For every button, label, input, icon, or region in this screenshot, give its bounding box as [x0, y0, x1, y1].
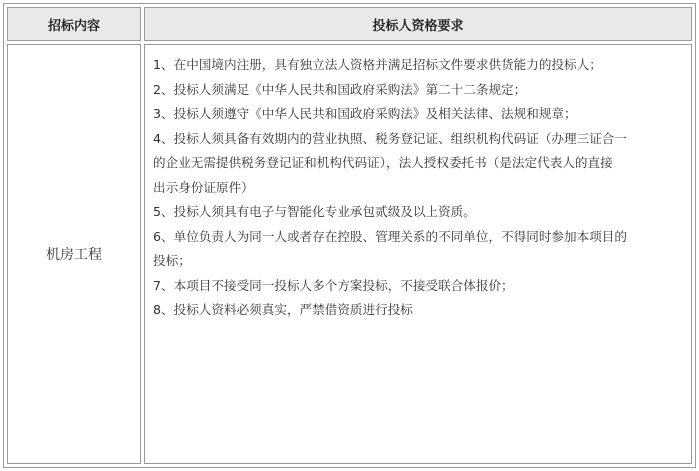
header-bid-content: 招标内容 [7, 7, 141, 41]
requirement-5 [153, 200, 683, 225]
requirement-8 [153, 298, 683, 323]
requirement-6 [153, 225, 683, 274]
requirement-line: 5、投标人须具有电子与智能化专业承包贰级及以上资质。 [153, 204, 476, 219]
category-cell: 机房工程 [7, 44, 141, 464]
requirements-cell [144, 44, 692, 464]
qualification-table [3, 3, 696, 468]
requirement-1 [153, 53, 683, 78]
requirement-line: 出示身份证原件） [153, 179, 254, 195]
table-row [7, 44, 692, 464]
requirement-2 [153, 78, 683, 103]
requirement-4 [153, 127, 683, 201]
table-header-row [7, 7, 692, 41]
requirement-line: 4、投标人须具备有效期内的营业执照、税务登记证、组织机构代码证（办理三证合一 [153, 130, 627, 146]
requirement-line: 2、投标人须满足《中华人民共和国政府采购法》第二十二条规定； [153, 81, 527, 97]
requirement-line: 7、本项目不接受同一投标人多个方案投标，不接受联合体报价； [153, 277, 514, 293]
requirement-3 [153, 102, 683, 127]
requirement-line: 3、投标人须遵守《中华人民共和国政府采购法》及相关法律、法规和规章； [153, 106, 577, 121]
requirement-line: 8、投标人资料必须真实，严禁借资质进行投标 [153, 302, 413, 317]
requirement-line: 投标； [153, 253, 191, 268]
requirement-line: 1、在中国境内注册，具有独立法人资格并满足招标文件要求供货能力的投标人； [153, 57, 602, 72]
requirement-7 [153, 274, 683, 299]
requirement-line: 的企业无需提供税务登记证和机构代码证），法人授权委托书（是法定代表人的直接 [153, 155, 613, 170]
requirement-line: 6、单位负责人为同一人或者存在控股、管理关系的不同单位，不得同时参加本项目的 [153, 228, 627, 244]
qualification-table-container [3, 3, 696, 468]
header-bidder-qualification: 投标人资格要求 [144, 7, 692, 41]
